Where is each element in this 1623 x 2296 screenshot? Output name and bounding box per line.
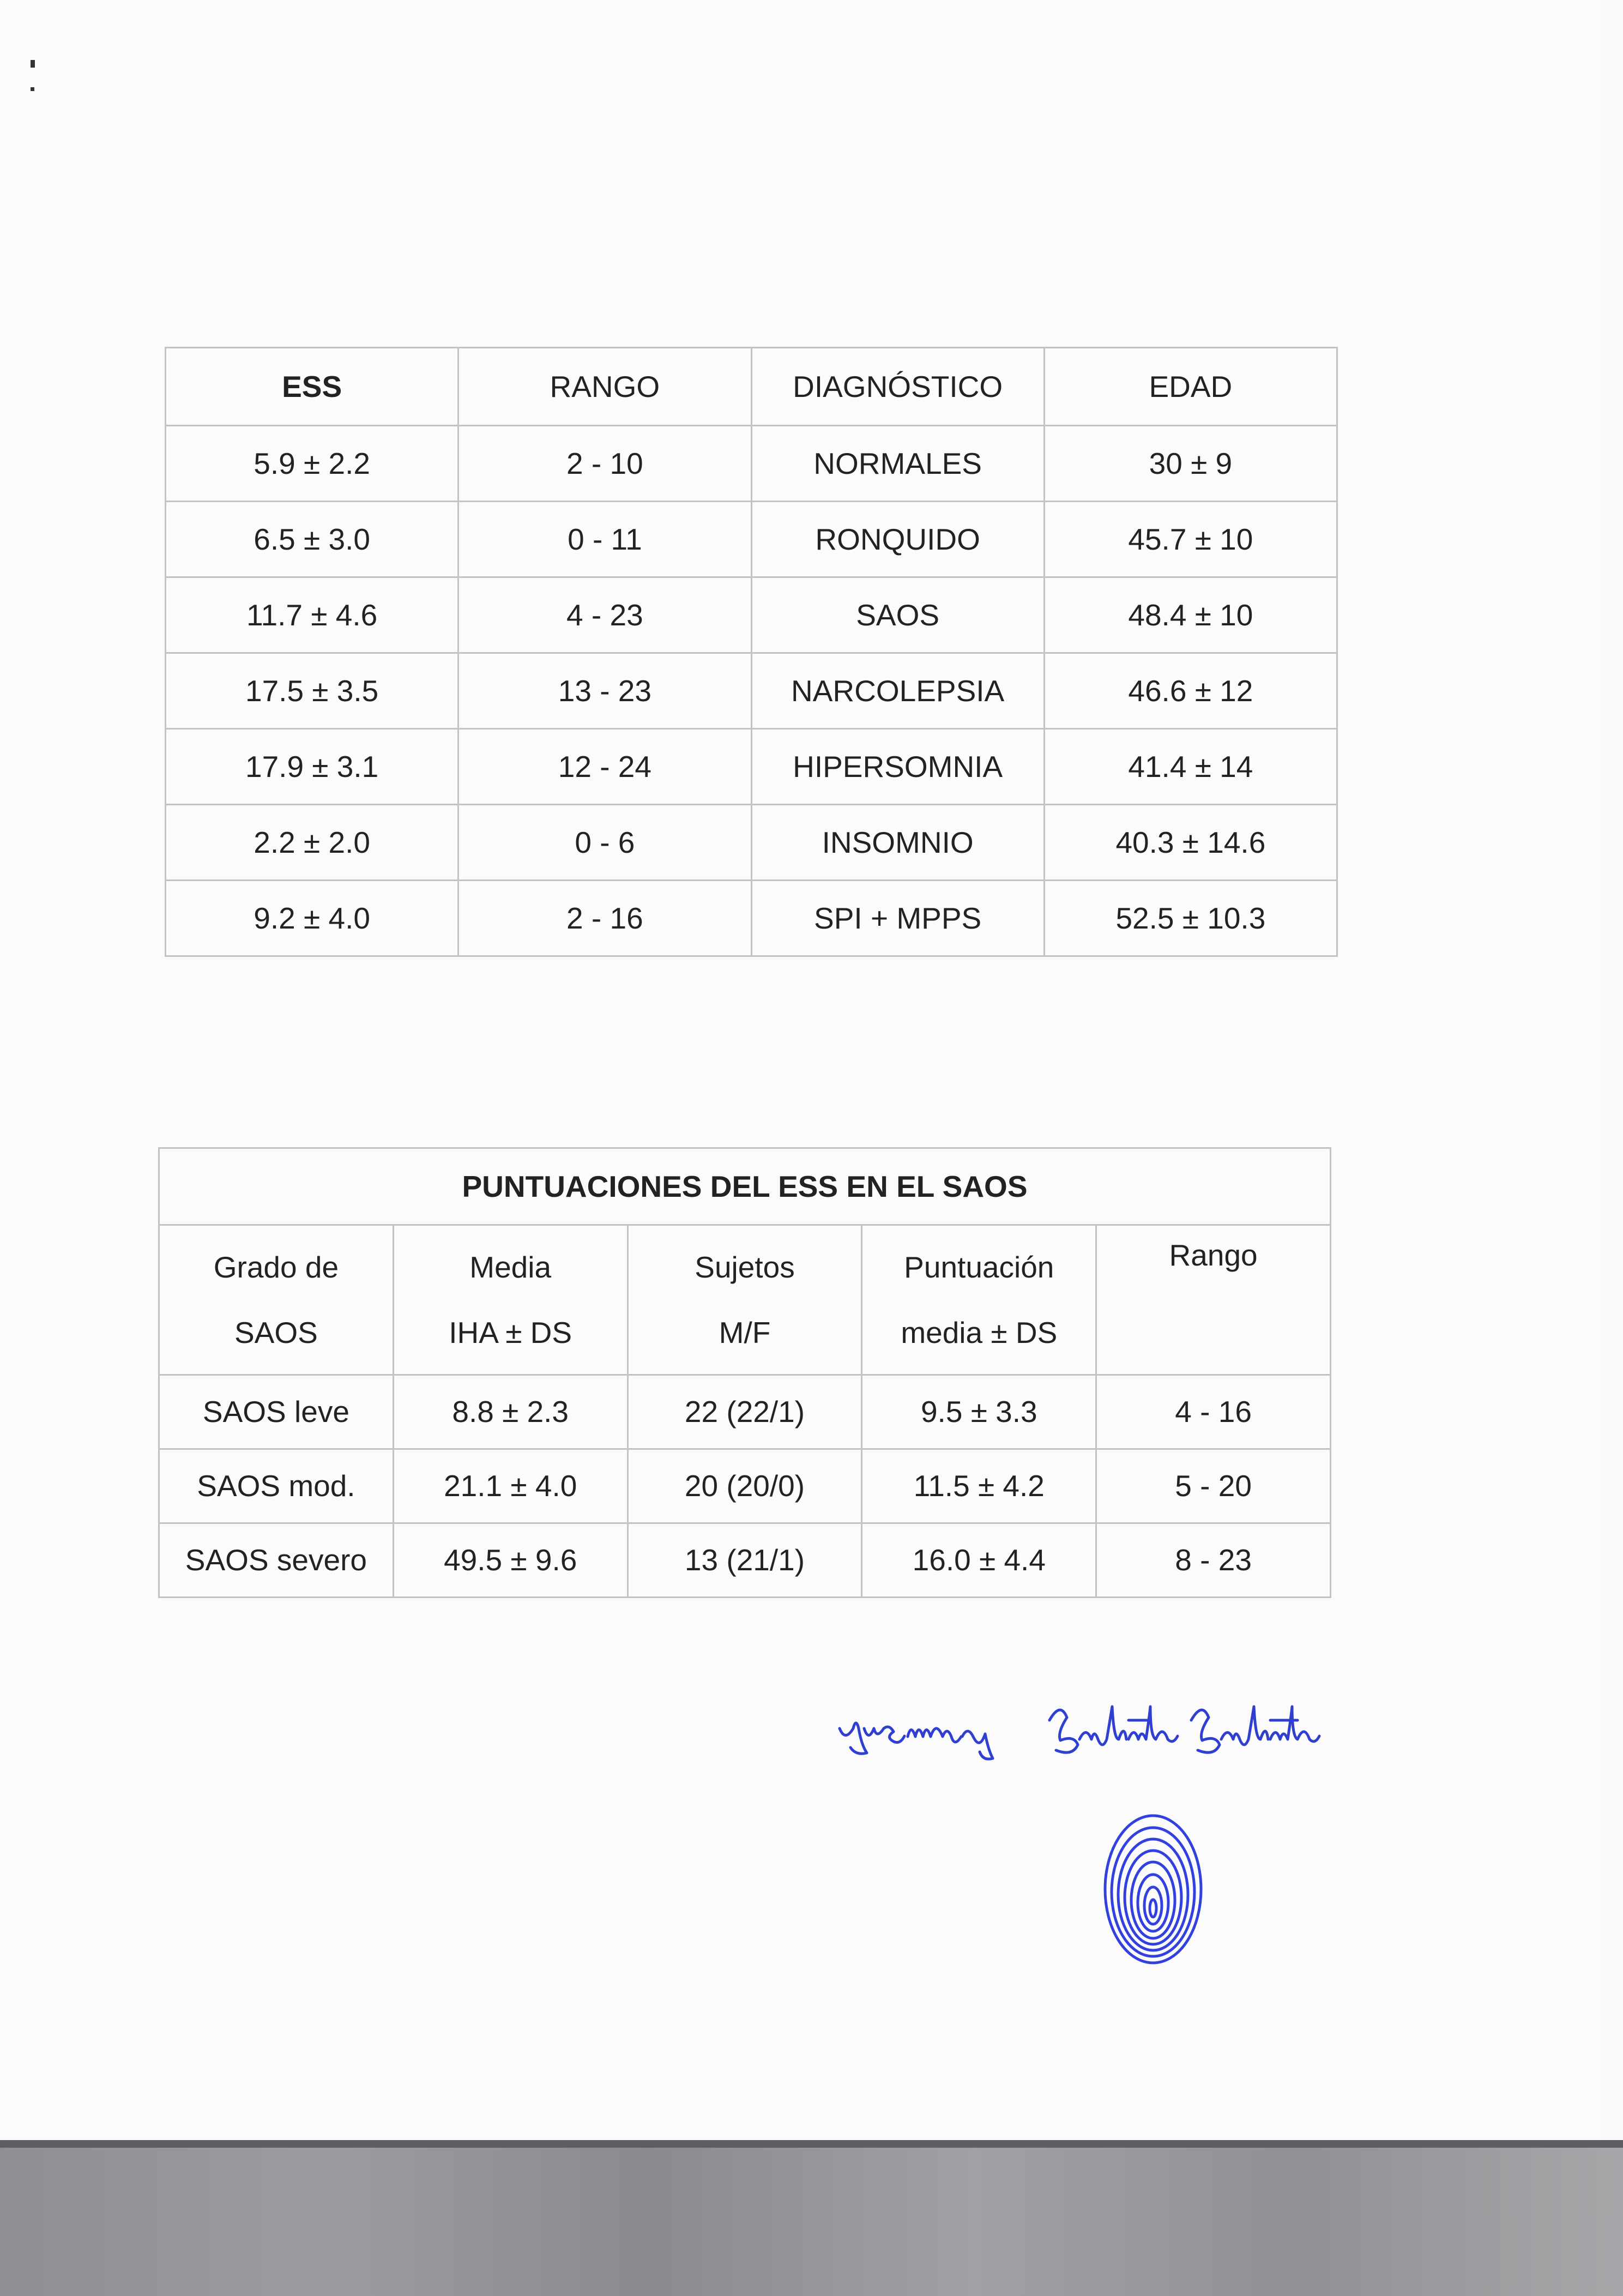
diagnostico-cell: NARCOLEPSIA bbox=[751, 653, 1044, 729]
header-grado bbox=[159, 1225, 394, 1375]
saos-table-title-row bbox=[159, 1148, 1331, 1225]
table-row bbox=[159, 1375, 1331, 1449]
rango-cell: 4 - 16 bbox=[1096, 1375, 1331, 1449]
diagnostico-cell: HIPERSOMNIA bbox=[751, 729, 1044, 805]
edad-cell: 30 ± 9 bbox=[1044, 426, 1337, 502]
rango-cell: 13 - 23 bbox=[458, 653, 751, 729]
table-row bbox=[159, 1449, 1331, 1523]
header-line: Media bbox=[469, 1250, 552, 1284]
puntuacion-cell: 9.5 ± 3.3 bbox=[862, 1375, 1096, 1449]
rango-cell: 2 - 10 bbox=[458, 426, 751, 502]
table-row bbox=[166, 881, 1337, 956]
scanner-edge bbox=[0, 2140, 1623, 2296]
ess-cell: 17.5 ± 3.5 bbox=[166, 653, 458, 729]
puntuacion-cell: 16.0 ± 4.4 bbox=[862, 1523, 1096, 1598]
table-row bbox=[166, 729, 1337, 805]
rango-cell: 5 - 20 bbox=[1096, 1449, 1331, 1523]
media-cell: 49.5 ± 9.6 bbox=[393, 1523, 628, 1598]
ess-cell: 11.7 ± 4.6 bbox=[166, 577, 458, 653]
header-rango bbox=[1096, 1225, 1331, 1375]
header-rango: RANGO bbox=[458, 348, 751, 426]
ess-diagnosis-table bbox=[165, 347, 1338, 957]
diagnostico-cell: NORMALES bbox=[751, 426, 1044, 502]
media-cell: 8.8 ± 2.3 bbox=[393, 1375, 628, 1449]
sujetos-cell: 20 (20/0) bbox=[628, 1449, 862, 1523]
scan-marks bbox=[31, 60, 41, 98]
fingerprint-icon bbox=[1101, 1810, 1205, 1968]
table-row bbox=[166, 426, 1337, 502]
header-line: Rango bbox=[1169, 1238, 1258, 1272]
rango-cell: 0 - 11 bbox=[458, 502, 751, 577]
sujetos-cell: 13 (21/1) bbox=[628, 1523, 862, 1598]
ess-cell: 9.2 ± 4.0 bbox=[166, 881, 458, 956]
edad-cell: 52.5 ± 10.3 bbox=[1044, 881, 1337, 956]
header-line: IHA ± DS bbox=[449, 1316, 572, 1349]
edad-cell: 41.4 ± 14 bbox=[1044, 729, 1337, 805]
rango-cell: 4 - 23 bbox=[458, 577, 751, 653]
header-line: Sujetos bbox=[695, 1250, 795, 1284]
handwritten-signature bbox=[834, 1690, 1379, 1772]
ess-cell: 6.5 ± 3.0 bbox=[166, 502, 458, 577]
diagnostico-cell: INSOMNIO bbox=[751, 805, 1044, 881]
sujetos-cell: 22 (22/1) bbox=[628, 1375, 862, 1449]
header-line: Puntuación bbox=[904, 1250, 1054, 1284]
edad-cell: 45.7 ± 10 bbox=[1044, 502, 1337, 577]
saos-table-header-row bbox=[159, 1225, 1331, 1375]
table-row bbox=[159, 1523, 1331, 1598]
grado-cell: SAOS leve bbox=[159, 1375, 394, 1449]
grado-cell: SAOS mod. bbox=[159, 1449, 394, 1523]
media-cell: 21.1 ± 4.0 bbox=[393, 1449, 628, 1523]
grado-cell: SAOS severo bbox=[159, 1523, 394, 1598]
rango-cell: 2 - 16 bbox=[458, 881, 751, 956]
header-line: M/F bbox=[719, 1316, 771, 1349]
header-diagnostico: DIAGNÓSTICO bbox=[751, 348, 1044, 426]
puntuacion-cell: 11.5 ± 4.2 bbox=[862, 1449, 1096, 1523]
edad-cell: 40.3 ± 14.6 bbox=[1044, 805, 1337, 881]
header-sujetos bbox=[628, 1225, 862, 1375]
rango-cell: 8 - 23 bbox=[1096, 1523, 1331, 1598]
edad-cell: 46.6 ± 12 bbox=[1044, 653, 1337, 729]
table-row bbox=[166, 653, 1337, 729]
saos-scores-table bbox=[158, 1147, 1331, 1598]
ess-table-header-row bbox=[166, 348, 1337, 426]
header-media bbox=[393, 1225, 628, 1375]
rango-cell: 12 - 24 bbox=[458, 729, 751, 805]
diagnostico-cell: RONQUIDO bbox=[751, 502, 1044, 577]
header-edad: EDAD bbox=[1044, 348, 1337, 426]
table-row bbox=[166, 805, 1337, 881]
table-title: PUNTUACIONES DEL ESS EN EL SAOS bbox=[159, 1148, 1331, 1225]
header-line: media ± DS bbox=[901, 1316, 1058, 1349]
header-ess: ESS bbox=[166, 348, 458, 426]
ess-cell: 5.9 ± 2.2 bbox=[166, 426, 458, 502]
ess-cell: 2.2 ± 2.0 bbox=[166, 805, 458, 881]
header-line: SAOS bbox=[234, 1316, 318, 1349]
diagnostico-cell: SPI + MPPS bbox=[751, 881, 1044, 956]
edad-cell: 48.4 ± 10 bbox=[1044, 577, 1337, 653]
ess-cell: 17.9 ± 3.1 bbox=[166, 729, 458, 805]
diagnostico-cell: SAOS bbox=[751, 577, 1044, 653]
header-puntuacion bbox=[862, 1225, 1096, 1375]
rango-cell: 0 - 6 bbox=[458, 805, 751, 881]
table-row bbox=[166, 577, 1337, 653]
header-line: Grado de bbox=[213, 1250, 339, 1284]
table-row bbox=[166, 502, 1337, 577]
